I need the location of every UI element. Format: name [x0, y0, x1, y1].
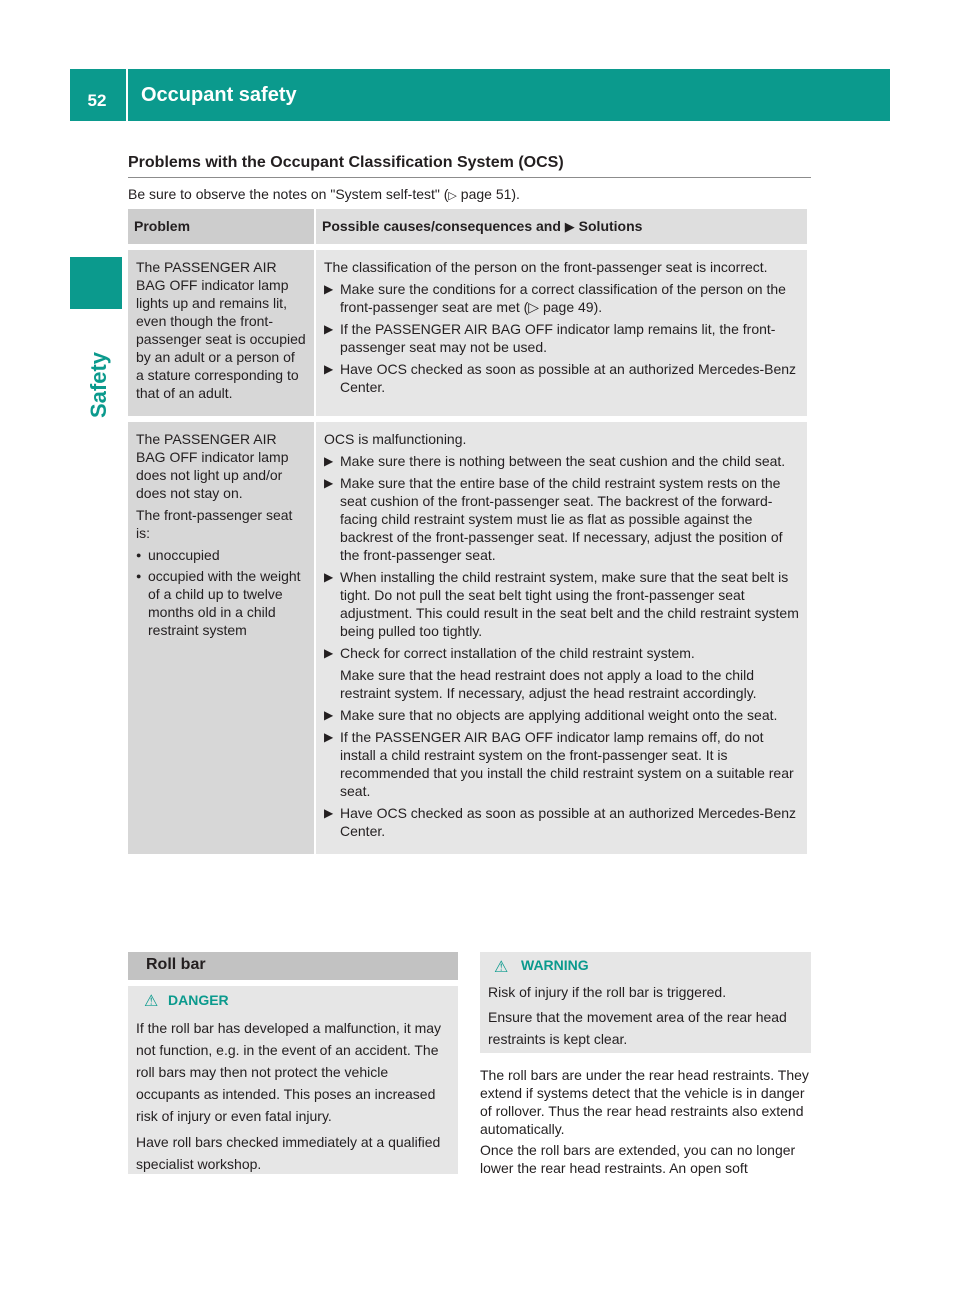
step-arrow-icon: ▶ [324, 454, 334, 468]
step-arrow-icon: ▶ [324, 730, 334, 744]
step-arrow-icon: ▶ [324, 322, 334, 336]
intro-text: Be sure to observe the notes on "System self-test" (▷ page 51). [128, 186, 520, 202]
roll-bar-body-text: The roll bars are under the rear head restraints. They extend if systems detect that the vehicle is in danger of rollover. Thus the rear head restraints also extend automatically. Once the roll bars are extended, you can no longer lower the rear head restraints. An open soft [480, 1067, 809, 1176]
step-arrow-icon: ▶ [324, 570, 334, 584]
header-solutions: Possible causes/consequences and ▶ Solutions [316, 209, 807, 244]
step-arrow-icon: ▶ [324, 646, 334, 660]
danger-label: DANGER [168, 992, 229, 1008]
header-problem: Problem [128, 209, 314, 244]
warning-text: Risk of injury if the roll bar is triggered. Ensure that the movement area of the rear head restraints is kept clear. [488, 984, 787, 1047]
table-header-row [128, 209, 807, 244]
warning-triangle-icon: ⚠ [494, 959, 509, 976]
step-arrow-icon: ▶ [324, 362, 334, 376]
header-divider [126, 69, 128, 121]
table-row [128, 422, 807, 854]
solution-step: ▶ Make sure that no objects are applying additional weight onto the seat. [324, 707, 778, 723]
section-title: Problems with the Occupant Classification System (OCS) [128, 154, 564, 171]
section-divider [128, 177, 811, 178]
solution-step: ▶ If the PASSENGER AIR BAG OFF indicator lamp remains off, do not install a child restraint system on the front-passenger seat. It is recommended that you install the child restraint system on a suitable rear seat. [324, 729, 794, 799]
solution-step: ▶ If the PASSENGER AIR BAG OFF indicator lamp remains lit, the front-passenger seat may not be used. [324, 321, 776, 355]
solution-step: ▶ Make sure there is nothing between the seat cushion and the child seat. [324, 453, 786, 469]
solution-step: ▶ Have OCS checked as soon as possible at an authorized Mercedes-Benz Center. [324, 805, 797, 839]
page-ref-arrow-icon: ▷ [448, 190, 457, 202]
solution-step: ▶ Have OCS checked as soon as possible at an authorized Mercedes-Benz Center. [324, 361, 797, 395]
step-arrow-icon: ▶ [324, 708, 334, 722]
step-arrow-icon: ▶ [324, 476, 334, 490]
bullet-icon: ● [136, 550, 142, 560]
solution-step: ▶ Make sure the conditions for a correct classification of the person on the front-passenger seat are met (▷ page 49). [324, 281, 786, 315]
solution-step: ▶ When installing the child restraint system, make sure that the seat belt is tight. Do not pull the seat belt tight using the front-passenger seat adjustment. This could result in the seat belt and the child restraint system being pulled too tightly. [324, 569, 799, 639]
side-section-label: Safety [86, 351, 111, 418]
page-number: 52 [87, 91, 107, 110]
roll-bar-title: Roll bar [146, 956, 206, 973]
solution-step: ▶ Check for correct installation of the child restraint system. [324, 645, 695, 661]
list-item: ● unoccupied [136, 547, 220, 563]
step-arrow-icon: ▶ [324, 806, 334, 820]
ocs-problems-table [126, 209, 809, 854]
list-item: ● occupied with the weight of a child up to twelve months old in a child restraint system [136, 568, 301, 638]
solution-step: ▶ Make sure that the entire base of the child restraint system rests on the seat cushion of the front-passenger seat. The backrest of the forward-facing child restraint system must lie as flat as possible against the backrest of the front-passenger seat. If necessary, adjust the position of the front-passenger seat. [324, 475, 783, 563]
danger-text: If the roll bar has developed a malfunction, it may not function, e.g. in the event of an accident. The roll bars may then not protect the vehicle occupants as intended. This poses an increased risk of injury or even fatal injury. Have roll bars checked immediately at a qualified specialist workshop. [136, 1020, 442, 1172]
warning-triangle-icon: ⚠ [144, 993, 159, 1010]
bullet-icon: ● [136, 571, 142, 581]
chapter-title: Occupant safety [141, 84, 297, 106]
warning-label: WARNING [521, 957, 589, 973]
side-tab-marker [70, 257, 122, 309]
step-arrow-icon: ▶ [324, 282, 334, 296]
solution-cell: OCS is malfunctioning. ▶ Make sure there is nothing between the seat cushion and the child seat. ▶ Make sure that the entire base of the child restraint system rests on the seat cushion of the front-passenger seat. The backrest of the forward-facing child restraint system must lie as flat as possible against the backrest of the front-passenger seat. If necessary, adjust the position of the front-passenger seat. ▶ When installing the child restraint system, make sure that the seat belt is tight. Do not pull the seat belt tight using the front-passenger seat adjustment. This could result in the seat belt and the child restraint system being pulled too tightly. ▶ Check for correct installation of the child restraint system. Make sure that the head restraint does not apply a load to the child restraint system. If necessary, adjust the head restraint accordingly. ▶ Make sure that no objects are applying additional weight onto the seat. ▶ If the PASSENGER AIR BAG OFF indicator lamp remains off, do not install a child restraint system on the front-passenger seat. It is recommended that you install the child restraint system on a suitable rear seat. ▶ Have OCS checked as soon as possible at an authorized Mercedes-Benz Center. [316, 422, 807, 854]
table-row [128, 250, 807, 416]
problem-cell: The PASSENGER AIR BAG OFF indicator lamp lights up and remains lit, even though the front-passenger seat is occupied by an adult or a person of a stature corresponding to that of an adult. [128, 250, 314, 416]
solution-arrow-icon: ▶ [564, 219, 575, 234]
problem-cell: The PASSENGER AIR BAG OFF indicator lamp does not light up and/or does not stay on. The front-passenger seat is: ● unoccupied ● occupied with the weight of a child up to twelve months old in a child restraint system [128, 422, 314, 854]
step-note: Make sure that the head restraint does not apply a load to the child restraint system. If necessary, adjust the head restraint accordingly. [340, 667, 757, 701]
solution-cell: The classification of the person on the front-passenger seat is incorrect. ▶ Make sure the conditions for a correct classification of the person on the front-passenger seat are met (▷ page 49). ▶ If the PASSENGER AIR BAG OFF indicator lamp remains lit, the front-passenger seat may not be used. ▶ Have OCS checked as soon as possible at an authorized Mercedes-Benz Center. [316, 250, 807, 416]
